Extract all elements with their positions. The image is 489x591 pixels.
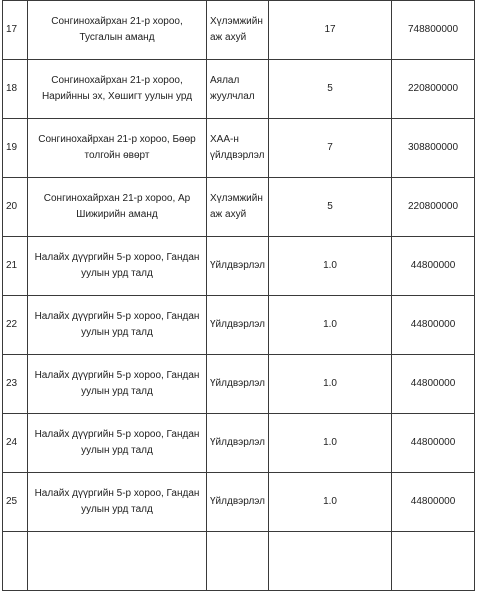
row-address: Сонгинохайрхан 21-р хороо, Ар Шижирийн аманд [28,178,207,237]
row-purpose: Үйлдвэрлэл [207,296,269,355]
row-number: 22 [3,296,28,355]
land-table-body [3,1,475,591]
row-price [392,532,475,591]
row-purpose: Аялал жуулчлал [207,60,269,119]
row-area: 1.0 [269,296,392,355]
row-price: 308800000 [392,119,475,178]
row-address: Сонгинохайрхан 21-р хороо, Бөөр толгойн өвөрт [28,119,207,178]
row-area [269,532,392,591]
row-area: 1.0 [269,473,392,532]
row-purpose: Үйлдвэрлэл [207,414,269,473]
land-table [2,0,475,591]
row-area: 17 [269,1,392,60]
row-address [28,532,207,591]
row-address: Сонгинохайрхан 21-р хороо, Нарийнны эх, Хөшигт уулын урд [28,60,207,119]
table-row [3,355,475,414]
row-address: Налайх дүүргийн 5-р хороо, Гандан уулын урд талд [28,355,207,414]
table-row [3,60,475,119]
table-row [3,237,475,296]
row-area: 1.0 [269,355,392,414]
row-price: 44800000 [392,237,475,296]
table-row [3,178,475,237]
row-price: 44800000 [392,473,475,532]
row-price: 44800000 [392,414,475,473]
row-address: Налайх дүүргийн 5-р хороо, Гандан уулын урд талд [28,414,207,473]
row-number: 23 [3,355,28,414]
row-address: Налайх дүүргийн 5-р хороо, Гандан уулын урд талд [28,237,207,296]
row-number: 19 [3,119,28,178]
row-price: 44800000 [392,296,475,355]
row-purpose: Үйлдвэрлэл [207,355,269,414]
row-price: 220800000 [392,60,475,119]
row-number: 25 [3,473,28,532]
row-price: 748800000 [392,1,475,60]
row-price: 44800000 [392,355,475,414]
row-price: 220800000 [392,178,475,237]
row-purpose: Хүлэмжийн аж ахуй [207,1,269,60]
row-purpose: Хүлэмжийн аж ахуй [207,178,269,237]
row-number: 24 [3,414,28,473]
row-area: 1.0 [269,414,392,473]
row-area: 5 [269,178,392,237]
table-row [3,296,475,355]
table-row [3,414,475,473]
row-number: 18 [3,60,28,119]
row-purpose: ХАА-н үйлдвэрлэл [207,119,269,178]
row-number: 21 [3,237,28,296]
row-number [3,532,28,591]
row-area: 1.0 [269,237,392,296]
row-purpose [207,532,269,591]
row-address: Сонгинохайрхан 21-р хороо, Тусгалын аманд [28,1,207,60]
row-number: 20 [3,178,28,237]
row-purpose: Үйлдвэрлэл [207,237,269,296]
row-area: 5 [269,60,392,119]
table-row-partial [3,532,475,591]
row-area: 7 [269,119,392,178]
table-row [3,119,475,178]
table-row [3,473,475,532]
row-purpose: Үйлдвэрлэл [207,473,269,532]
row-address: Налайх дүүргийн 5-р хороо, Гандан уулын урд талд [28,473,207,532]
table-row [3,1,475,60]
row-number: 17 [3,1,28,60]
row-address: Налайх дүүргийн 5-р хороо, Гандан уулын урд талд [28,296,207,355]
